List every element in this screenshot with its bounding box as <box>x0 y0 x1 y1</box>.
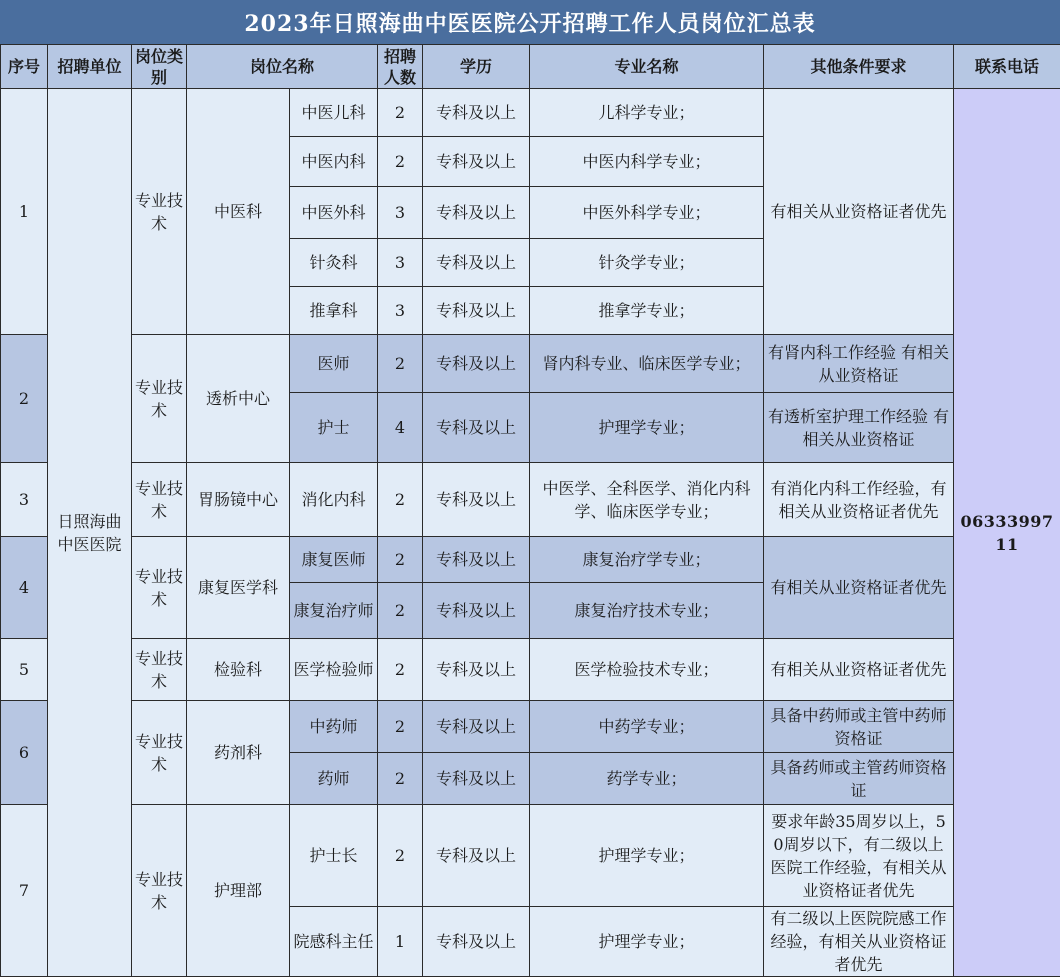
position-category: 专业技术 <box>132 701 187 805</box>
major-name: 康复治疗技术专业； <box>530 583 764 639</box>
other-requirements: 有消化内科工作经验，有相关从业资格证者优先 <box>764 463 954 537</box>
header-no: 序号 <box>1 45 48 89</box>
contact-phone: 0633399711 <box>954 89 1060 977</box>
position-name: 康复治疗师 <box>290 583 378 639</box>
other-requirements: 要求年龄35周岁以上，50周岁以下，有二级以上医院工作经验，有相关从业资格证者优先 <box>764 805 954 907</box>
hire-count: 2 <box>378 701 423 753</box>
row-number: 7 <box>1 805 48 977</box>
major-name: 康复治疗学专业； <box>530 537 764 583</box>
education: 专科及以上 <box>423 239 530 287</box>
hire-count: 2 <box>378 137 423 187</box>
other-requirements: 有相关从业资格证者优先 <box>764 89 954 335</box>
row-number: 4 <box>1 537 48 639</box>
position-name: 院感科主任 <box>290 907 378 977</box>
other-requirements: 有相关从业资格证者优先 <box>764 639 954 701</box>
position-category: 专业技术 <box>132 537 187 639</box>
row-number: 3 <box>1 463 48 537</box>
hire-count: 1 <box>378 907 423 977</box>
education: 专科及以上 <box>423 287 530 335</box>
table-row <box>1 89 1060 137</box>
department-name: 胃肠镜中心 <box>187 463 290 537</box>
hire-count: 2 <box>378 583 423 639</box>
hire-count: 2 <box>378 463 423 537</box>
header-major: 专业名称 <box>530 45 764 89</box>
row-number: 2 <box>1 335 48 463</box>
major-name: 中医学、全科医学、消化内科学、临床医学专业； <box>530 463 764 537</box>
major-name: 护理学专业； <box>530 907 764 977</box>
position-name: 针灸科 <box>290 239 378 287</box>
row-number: 6 <box>1 701 48 805</box>
education: 专科及以上 <box>423 583 530 639</box>
header-education: 学历 <box>423 45 530 89</box>
major-name: 针灸学专业； <box>530 239 764 287</box>
hire-count: 2 <box>378 639 423 701</box>
department-name: 检验科 <box>187 639 290 701</box>
department-name: 护理部 <box>187 805 290 977</box>
hire-count: 2 <box>378 89 423 137</box>
department-name: 中医科 <box>187 89 290 335</box>
other-requirements: 具备药师或主管药师资格证 <box>764 753 954 805</box>
education: 专科及以上 <box>423 907 530 977</box>
education: 专科及以上 <box>423 187 530 239</box>
position-name: 消化内科 <box>290 463 378 537</box>
position-name: 中医外科 <box>290 187 378 239</box>
education: 专科及以上 <box>423 537 530 583</box>
table-row <box>1 335 1060 393</box>
major-name: 中医外科学专业； <box>530 187 764 239</box>
major-name: 医学检验技术专业； <box>530 639 764 701</box>
other-requirements: 有相关从业资格证者优先 <box>764 537 954 639</box>
education: 专科及以上 <box>423 701 530 753</box>
major-name: 护理学专业； <box>530 805 764 907</box>
position-name: 中医内科 <box>290 137 378 187</box>
header-category: 岗位类别 <box>132 45 187 89</box>
position-category: 专业技术 <box>132 463 187 537</box>
position-category: 专业技术 <box>132 805 187 977</box>
hire-count: 2 <box>378 753 423 805</box>
major-name: 药学专业； <box>530 753 764 805</box>
recruitment-table <box>0 44 1060 977</box>
department-name: 透析中心 <box>187 335 290 463</box>
education: 专科及以上 <box>423 463 530 537</box>
hire-count: 3 <box>378 287 423 335</box>
position-name: 推拿科 <box>290 287 378 335</box>
hire-count: 2 <box>378 335 423 393</box>
row-number: 1 <box>1 89 48 335</box>
hire-count: 2 <box>378 537 423 583</box>
position-name: 药师 <box>290 753 378 805</box>
major-name: 推拿学专业； <box>530 287 764 335</box>
position-name: 中医儿科 <box>290 89 378 137</box>
position-category: 专业技术 <box>132 89 187 335</box>
major-name: 中药学专业； <box>530 701 764 753</box>
table-row <box>1 639 1060 701</box>
education: 专科及以上 <box>423 393 530 463</box>
position-name: 康复医师 <box>290 537 378 583</box>
position-category: 专业技术 <box>132 335 187 463</box>
major-name: 中医内科学专业； <box>530 137 764 187</box>
position-name: 医学检验师 <box>290 639 378 701</box>
other-requirements: 有肾内科工作经验 有相关从业资格证 <box>764 335 954 393</box>
major-name: 护理学专业； <box>530 393 764 463</box>
hire-count: 3 <box>378 187 423 239</box>
header-count: 招聘人数 <box>378 45 423 89</box>
header-requirements: 其他条件要求 <box>764 45 954 89</box>
header-position-name: 岗位名称 <box>187 45 378 89</box>
table-row <box>1 805 1060 907</box>
other-requirements: 具备中药师或主管中药师资格证 <box>764 701 954 753</box>
row-number: 5 <box>1 639 48 701</box>
header-unit: 招聘单位 <box>48 45 132 89</box>
major-name: 儿科学专业； <box>530 89 764 137</box>
position-name: 护士 <box>290 393 378 463</box>
education: 专科及以上 <box>423 89 530 137</box>
other-requirements: 有二级以上医院院感工作经验，有相关从业资格证者优先 <box>764 907 954 977</box>
department-name: 康复医学科 <box>187 537 290 639</box>
table-row <box>1 701 1060 753</box>
education: 专科及以上 <box>423 137 530 187</box>
education: 专科及以上 <box>423 805 530 907</box>
position-category: 专业技术 <box>132 639 187 701</box>
hire-count: 3 <box>378 239 423 287</box>
education: 专科及以上 <box>423 639 530 701</box>
department-name: 药剂科 <box>187 701 290 805</box>
major-name: 肾内科专业、临床医学专业； <box>530 335 764 393</box>
other-requirements: 有透析室护理工作经验 有相关从业资格证 <box>764 393 954 463</box>
table-title: 2023年日照海曲中医医院公开招聘工作人员岗位汇总表 <box>0 0 1060 44</box>
position-name: 中药师 <box>290 701 378 753</box>
hire-count: 4 <box>378 393 423 463</box>
recruiting-unit: 日照海曲中医医院 <box>48 89 132 977</box>
hire-count: 2 <box>378 805 423 907</box>
education: 专科及以上 <box>423 753 530 805</box>
header-phone: 联系电话 <box>954 45 1060 89</box>
position-name: 医师 <box>290 335 378 393</box>
table-row <box>1 537 1060 583</box>
position-name: 护士长 <box>290 805 378 907</box>
table-row <box>1 463 1060 537</box>
table-body <box>1 89 1060 977</box>
education: 专科及以上 <box>423 335 530 393</box>
